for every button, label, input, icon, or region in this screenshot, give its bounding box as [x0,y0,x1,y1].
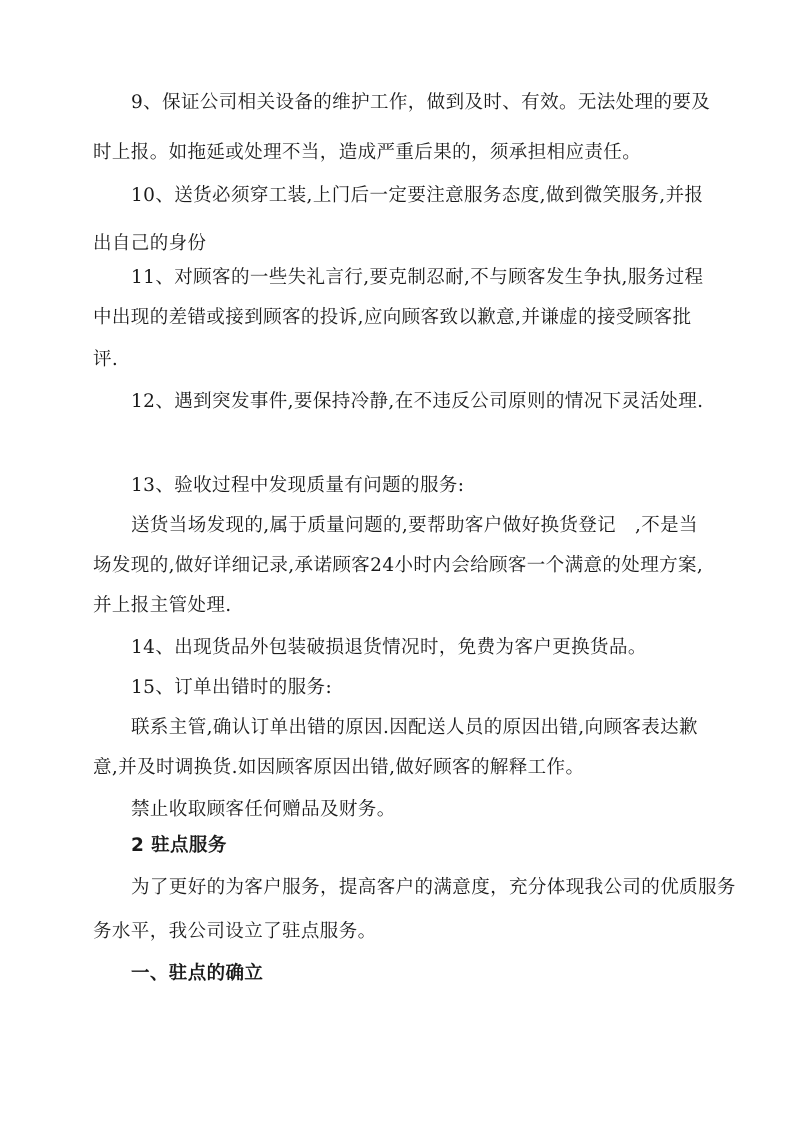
section-heading-station-service: 2 驻点服务 [131,835,227,856]
paragraph-intro-line-2: 务水平，我公司设立了驻点服务。 [93,921,377,942]
paragraph-intro-line-1: 为了更好的为客户服务，提高客户的满意度，充分体现我公司的优质服务 [131,877,736,898]
paragraph-item-13-heading: 13、验收过程中发现质量有问题的服务: [131,475,465,496]
paragraph-item-15-heading: 15、订单出错时的服务: [131,677,333,698]
paragraph-item-15-body-line-1: 联系主管,确认订单出错的原因.因配送人员的原因出错,向顾客表达歉 [131,717,698,738]
paragraph-prohibition: 禁止收取顾客任何赠品及财务。 [131,799,396,820]
paragraph-item-15-body-line-2: 意,并及时调换货.如因顾客原因出错,做好顾客的解释工作。 [93,757,585,778]
subsection-heading-station-establishment: 一、驻点的确立 [131,963,264,984]
paragraph-item-9-line-1: 9、保证公司相关设备的维护工作，做到及时、有效。无法处理的要及 [131,92,711,113]
paragraph-item-11-line-2: 中出现的差错或接到顾客的投诉,应向顾客致以歉意,并谦虚的接受顾客批 [93,307,692,328]
paragraph-item-10-line-1: 10、送货必须穿工装,上门后一定要注意服务态度,做到微笑服务,并报 [131,185,704,206]
paragraph-item-12: 12、遇到突发事件,要保持冷静,在不违反公司原则的情况下灵活处理. [131,391,704,412]
paragraph-item-11-line-1: 11、对顾客的一些失礼言行,要克制忍耐,不与顾客发生争执,服务过程 [131,267,704,288]
paragraph-item-14: 14、出现货品外包装破损退货情况时，免费为客户更换货品。 [131,637,647,658]
paragraph-item-9-line-2: 时上报。如拖延或处理不当，造成严重后果的，须承担相应责任。 [93,142,642,163]
paragraph-item-11-line-3: 评. [93,349,119,370]
paragraph-item-13-body-line-2: 场发现的,做好详细记录,承诺顾客24小时内会给顾客一个满意的处理方案, [93,555,704,576]
paragraph-item-13-body-line-3: 并上报主管处理. [93,595,232,616]
paragraph-item-13-body-line-1: 送货当场发现的,属于质量问题的,要帮助客户做好换货登记 ,不是当 [131,515,698,536]
paragraph-item-10-line-2: 出自己的身份 [93,233,207,254]
